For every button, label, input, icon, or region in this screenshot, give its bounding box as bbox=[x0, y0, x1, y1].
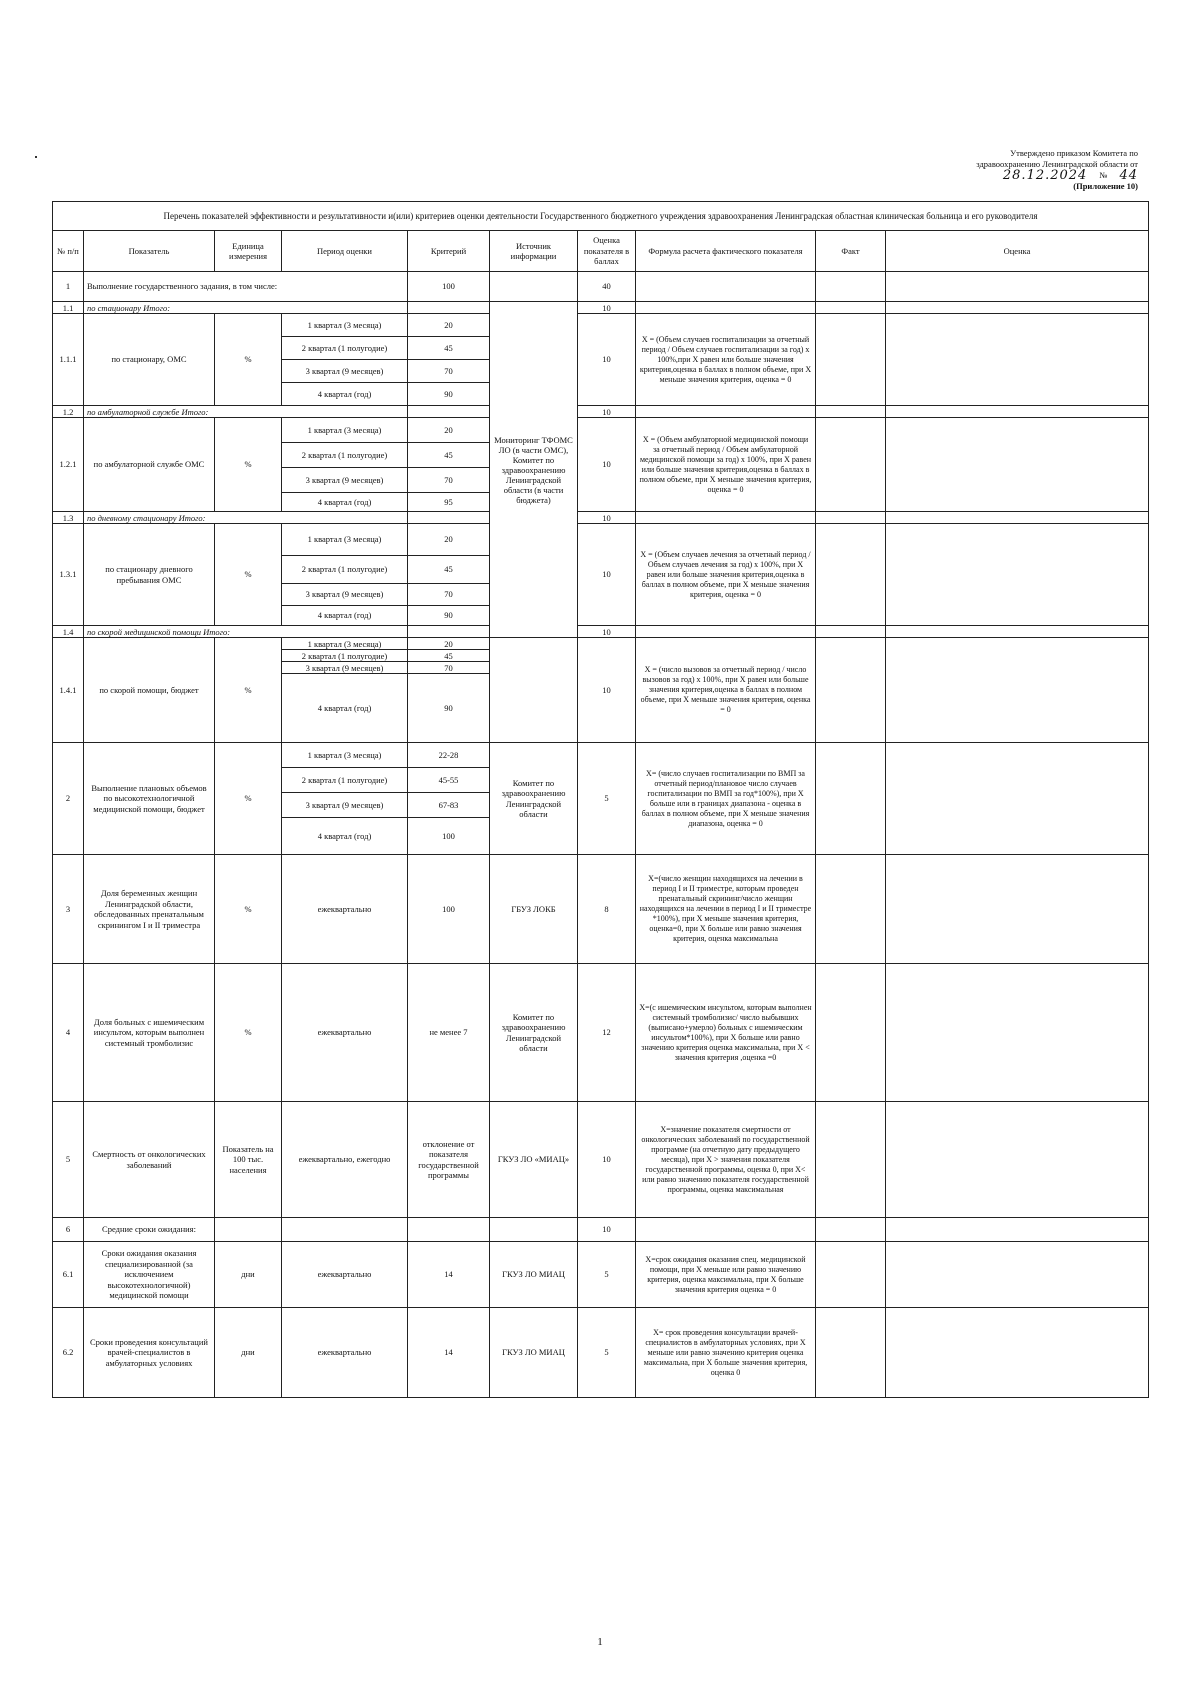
row-criterion: отклонение от показателя государственной программы bbox=[408, 1102, 490, 1218]
row-criterion: 100 bbox=[408, 272, 490, 302]
row-source: ГКУЗ ЛО МИАЦ bbox=[490, 1242, 578, 1308]
row-num: 1.4 bbox=[53, 626, 84, 638]
row-period: 1 квартал (3 месяца) bbox=[282, 418, 408, 443]
row-fact bbox=[816, 638, 886, 743]
row-source: ГКУЗ ЛО МИАЦ bbox=[490, 1308, 578, 1398]
header-period: Период оценки bbox=[282, 231, 408, 272]
row-period: ежеквартально, ежегодно bbox=[282, 1102, 408, 1218]
row-score: 8 bbox=[578, 855, 636, 964]
row-period: 2 квартал (1 полугодие) bbox=[282, 337, 408, 360]
row-criterion: 100 bbox=[408, 818, 490, 855]
header-score: Оценка показателя в баллах bbox=[578, 231, 636, 272]
row-criterion: 90 bbox=[408, 383, 490, 406]
approval-signature-row bbox=[953, 170, 1138, 181]
row-formula: X= (число случаев госпитализации по ВМП за отчетный период/плановое число случаев госпитализации по ВМП за год*100%), при X больше или в границах диапазона - оценка в баллах в полном объеме, при X меньше значения диапазона, оценка = 0 bbox=[636, 743, 816, 855]
row-num: 1 bbox=[53, 272, 84, 302]
row-period: 2 квартал (1 полугодие) bbox=[282, 443, 408, 468]
row-unit: % bbox=[215, 638, 282, 743]
row-criterion: 20 bbox=[408, 524, 490, 556]
row-indicator: по стационару дневного пребывания ОМС bbox=[84, 524, 215, 626]
row-formula: X = (Объем случаев госпитализации за отчетный период / Объем случаев госпитализации за год) х 100%,при X равен или больше значения критерия,оценка в баллах в полном объеме, при X меньше значения критерия, оценка = 0 bbox=[636, 314, 816, 406]
empty-cell bbox=[816, 406, 886, 418]
row-period: 1 квартал (3 месяца) bbox=[282, 638, 408, 650]
row-formula: X= срок проведения консультации врачей-специалистов в амбулаторных условиях, при X меньше или равно значению критерия оценка максимальна, при X больше значения критерия, оценка 0 bbox=[636, 1308, 816, 1398]
row-fact bbox=[816, 418, 886, 512]
handwritten-number: 44 bbox=[1119, 168, 1138, 183]
row-criterion: 70 bbox=[408, 584, 490, 606]
header-indicator: Показатель bbox=[84, 231, 215, 272]
row-period: 2 квартал (1 полугодие) bbox=[282, 650, 408, 662]
row-assessment bbox=[886, 418, 1149, 512]
header-fact: Факт bbox=[816, 231, 886, 272]
table-row bbox=[53, 418, 1149, 443]
empty-cell bbox=[816, 1218, 886, 1242]
empty-cell bbox=[215, 1218, 282, 1242]
row-unit: % bbox=[215, 524, 282, 626]
row-num: 1.2 bbox=[53, 406, 84, 418]
row-score: 40 bbox=[578, 272, 636, 302]
row-fact bbox=[816, 1102, 886, 1218]
row-num: 1.3.1 bbox=[53, 524, 84, 626]
row-score: 12 bbox=[578, 964, 636, 1102]
row-period: 4 квартал (год) bbox=[282, 606, 408, 626]
row-score: 10 bbox=[578, 406, 636, 418]
row-fact bbox=[816, 743, 886, 855]
empty-cell bbox=[636, 302, 816, 314]
row-indicator: Выполнение государственного задания, в том числе: bbox=[84, 272, 408, 302]
approval-from: от bbox=[1130, 159, 1138, 169]
row-unit: дни bbox=[215, 1308, 282, 1398]
empty-cell bbox=[636, 1218, 816, 1242]
table-row bbox=[53, 743, 1149, 768]
row-num: 6.2 bbox=[53, 1308, 84, 1398]
empty-cell bbox=[816, 626, 886, 638]
row-period: 4 квартал (год) bbox=[282, 383, 408, 406]
header-source: Источник информации bbox=[490, 231, 578, 272]
row-score: 10 bbox=[578, 418, 636, 512]
header-unit: Единица измерения bbox=[215, 231, 282, 272]
indicators-table bbox=[52, 201, 1149, 1398]
empty-cell bbox=[886, 406, 1149, 418]
row-num: 1.1.1 bbox=[53, 314, 84, 406]
empty-cell bbox=[886, 626, 1149, 638]
row-indicator: по стационару, ОМС bbox=[84, 314, 215, 406]
table-row bbox=[53, 524, 1149, 556]
empty-cell bbox=[408, 406, 490, 418]
row-assessment bbox=[886, 314, 1149, 406]
empty-cell bbox=[408, 1218, 490, 1242]
table-row bbox=[53, 406, 1149, 418]
row-unit: Показатель на 100 тыс. населения bbox=[215, 1102, 282, 1218]
empty-cell bbox=[886, 1218, 1149, 1242]
empty-cell bbox=[408, 302, 490, 314]
row-criterion: не менее 7 bbox=[408, 964, 490, 1102]
approval-line-1: Утверждено приказом Комитета по bbox=[1010, 148, 1138, 158]
handwritten-date: 28.12.2024 bbox=[1002, 168, 1088, 183]
row-unit: % bbox=[215, 964, 282, 1102]
row-score: 5 bbox=[578, 1308, 636, 1398]
row-criterion: 45 bbox=[408, 556, 490, 584]
row-num: 1.3 bbox=[53, 512, 84, 524]
row-period: 2 квартал (1 полугодие) bbox=[282, 556, 408, 584]
row-source: Комитет по здравоохранению Ленинградской области bbox=[490, 743, 578, 855]
row-assessment bbox=[886, 1242, 1149, 1308]
row-score: 5 bbox=[578, 743, 636, 855]
header-num: № п/п bbox=[53, 231, 84, 272]
row-indicator: Выполнение плановых объемов по высокотехнологичной медицинской помощи, бюджет bbox=[84, 743, 215, 855]
row-criterion: 45-55 bbox=[408, 768, 490, 793]
row-indicator: по амбулаторной службе ОМС bbox=[84, 418, 215, 512]
row-formula: X = (Объем случаев лечения за отчетный период / Объем случаев лечения за год) х 100%, при X равен или больше значения критерия,оценка в баллах в полном объеме, при X меньше значения критерия, оценка = 0 bbox=[636, 524, 816, 626]
row-period: 3 квартал (9 месяцев) bbox=[282, 360, 408, 383]
row-indicator: по скорой помощи, бюджет bbox=[84, 638, 215, 743]
row-period: 2 квартал (1 полугодие) bbox=[282, 768, 408, 793]
row-criterion: 20 bbox=[408, 638, 490, 650]
row-score: 10 bbox=[578, 1218, 636, 1242]
table-row bbox=[53, 272, 1149, 302]
row-assessment bbox=[886, 1102, 1149, 1218]
row-formula: X = (число вызовов за отчетный период / число вызовов за год) х 100%, при X равен или больше значения критерия,оценка в баллах в полном объеме, при X меньше значения критерия, оценка = 0 bbox=[636, 638, 816, 743]
empty-cell bbox=[490, 1218, 578, 1242]
row-formula: X=значение показателя смертности от онкологических заболеваний по государственной программе (на отчетную дату предыдущего месяца), при X > значения показателя государственной программы, оценка 0, при X< или равно значению показателя государственной программы, оценка максимальная bbox=[636, 1102, 816, 1218]
row-assessment bbox=[886, 1308, 1149, 1398]
row-score: 10 bbox=[578, 314, 636, 406]
header-row bbox=[53, 231, 1149, 272]
row-formula: X=срок ожидания оказания спец. медицинской помощи, при X меньше или равно значению критерия, оценка максимальна, при X больше значения критерия оценка = 0 bbox=[636, 1242, 816, 1308]
row-unit: % bbox=[215, 418, 282, 512]
row-fact bbox=[816, 314, 886, 406]
row-indicator: Доля больных с ишемическим инсультом, которым выполнен системный тромболизис bbox=[84, 964, 215, 1102]
row-criterion: 70 bbox=[408, 360, 490, 383]
header-assessment: Оценка bbox=[886, 231, 1149, 272]
row-indicator: Сроки проведения консультаций врачей-специалистов в амбулаторных условиях bbox=[84, 1308, 215, 1398]
empty-cell bbox=[816, 302, 886, 314]
table-row bbox=[53, 1242, 1149, 1308]
row-period: ежеквартально bbox=[282, 1308, 408, 1398]
table-row bbox=[53, 855, 1149, 964]
empty-cell bbox=[816, 512, 886, 524]
row-indicator: по стационару Итого: bbox=[84, 302, 408, 314]
row-criterion: 100 bbox=[408, 855, 490, 964]
row-source: Мониторинг ТФОМС ЛО (в части ОМС), Комитет по здравоохранению Ленинградской области (в части бюджета) bbox=[490, 302, 578, 638]
table-row bbox=[53, 512, 1149, 524]
row-period: 1 квартал (3 месяца) bbox=[282, 314, 408, 337]
row-source: ГБУЗ ЛОКБ bbox=[490, 855, 578, 964]
table-row bbox=[53, 1102, 1149, 1218]
row-score: 10 bbox=[578, 1102, 636, 1218]
row-criterion: 20 bbox=[408, 418, 490, 443]
row-criterion: 70 bbox=[408, 468, 490, 493]
row-assessment bbox=[886, 855, 1149, 964]
row-criterion: 14 bbox=[408, 1242, 490, 1308]
row-num: 1.2.1 bbox=[53, 418, 84, 512]
table-row bbox=[53, 302, 1149, 314]
table-row bbox=[53, 314, 1149, 337]
row-criterion: 70 bbox=[408, 662, 490, 674]
row-num: 6 bbox=[53, 1218, 84, 1242]
row-criterion: 22-28 bbox=[408, 743, 490, 768]
row-formula: X=(с ишемическим инсультом, которым выполнен системный тромболизис/ число выбывших (выписано+умерло) больных с ишемическим инсультом*100%), при X больше или равно значению критерия оценка максимальна, при X < значения критерия ,оценка =0 bbox=[636, 964, 816, 1102]
row-period: 3 квартал (9 месяцев) bbox=[282, 468, 408, 493]
row-period: 3 квартал (9 месяцев) bbox=[282, 793, 408, 818]
row-criterion: 45 bbox=[408, 443, 490, 468]
row-criterion: 20 bbox=[408, 314, 490, 337]
row-period: 4 квартал (год) bbox=[282, 493, 408, 512]
number-label: № bbox=[1099, 170, 1108, 180]
row-period: ежеквартально bbox=[282, 1242, 408, 1308]
row-indicator: Сроки ожидания оказания специализированной (за исключением высокотехнологичной) медицинской помощи bbox=[84, 1242, 215, 1308]
row-fact bbox=[816, 1242, 886, 1308]
row-score: 5 bbox=[578, 1242, 636, 1308]
row-score: 10 bbox=[578, 512, 636, 524]
appendix-label: (Приложение 10) bbox=[1073, 181, 1138, 191]
scan-speck bbox=[35, 156, 37, 158]
row-num: 2 bbox=[53, 743, 84, 855]
empty-cell bbox=[636, 272, 816, 302]
row-assessment bbox=[886, 524, 1149, 626]
approval-committee: здравоохранению Ленинградской области bbox=[976, 159, 1129, 169]
row-period: ежеквартально bbox=[282, 855, 408, 964]
row-score: 10 bbox=[578, 524, 636, 626]
empty-cell bbox=[636, 406, 816, 418]
table-row bbox=[53, 626, 1149, 638]
row-indicator: по амбулаторной службе Итого: bbox=[84, 406, 408, 418]
row-assessment bbox=[886, 964, 1149, 1102]
row-score: 10 bbox=[578, 626, 636, 638]
empty-cell bbox=[636, 512, 816, 524]
header-criterion: Критерий bbox=[408, 231, 490, 272]
row-source: ГКУЗ ЛО «МИАЦ» bbox=[490, 1102, 578, 1218]
row-unit: % bbox=[215, 314, 282, 406]
row-fact bbox=[816, 964, 886, 1102]
row-unit: % bbox=[215, 743, 282, 855]
row-period: ежеквартально bbox=[282, 964, 408, 1102]
row-num: 1.1 bbox=[53, 302, 84, 314]
row-criterion: 14 bbox=[408, 1308, 490, 1398]
row-assessment bbox=[886, 638, 1149, 743]
row-score: 10 bbox=[578, 302, 636, 314]
row-indicator: по дневному стационару Итого: bbox=[84, 512, 408, 524]
row-score: 10 bbox=[578, 638, 636, 743]
row-source bbox=[490, 272, 578, 302]
empty-cell bbox=[886, 302, 1149, 314]
row-indicator: Средние сроки ожидания: bbox=[84, 1218, 215, 1242]
table-row bbox=[53, 964, 1149, 1102]
row-num: 6.1 bbox=[53, 1242, 84, 1308]
row-criterion: 90 bbox=[408, 606, 490, 626]
row-criterion: 45 bbox=[408, 337, 490, 360]
row-formula: X = (Объем амбулаторной медицинской помощи за отчетный период / Объем амбулаторной медицинской помощи за год) х 100%, при X равен или больше значения критерия,оценка в баллах в полном объеме, при X меньше значения критерия, оценка = 0 bbox=[636, 418, 816, 512]
row-period: 1 квартал (3 месяца) bbox=[282, 524, 408, 556]
empty-cell bbox=[282, 1218, 408, 1242]
row-criterion: 95 bbox=[408, 493, 490, 512]
row-source: Комитет по здравоохранению Ленинградской области bbox=[490, 964, 578, 1102]
row-criterion: 67-83 bbox=[408, 793, 490, 818]
row-period: 4 квартал (год) bbox=[282, 674, 408, 743]
row-indicator: Смертность от онкологических заболеваний bbox=[84, 1102, 215, 1218]
header-formula: Формула расчета фактического показателя bbox=[636, 231, 816, 272]
row-fact bbox=[816, 855, 886, 964]
row-period: 1 квартал (3 месяца) bbox=[282, 743, 408, 768]
row-assessment bbox=[886, 743, 1149, 855]
page-number: 1 bbox=[597, 1636, 603, 1648]
table-row bbox=[53, 1218, 1149, 1242]
row-period: 4 квартал (год) bbox=[282, 818, 408, 855]
table-row bbox=[53, 1308, 1149, 1398]
title-row bbox=[53, 202, 1149, 231]
table-title: Перечень показателей эффективности и результативности и(или) критериев оценки деятельности Государственного бюджетного учреждения здравоохранения Ленинградская областная клиническая больница и его руководителя bbox=[53, 202, 1149, 231]
row-formula: X=(число женщин находящихся на лечении в период I и II триместре, которым проведен пренатальный скрининг/число женщин находящихся на лечении в период I и II триместре *100%), при X меньше значения критерия, оценка=0, при X больше или равно значения критерия, оценка максимальна bbox=[636, 855, 816, 964]
empty-cell bbox=[816, 272, 886, 302]
row-source bbox=[490, 638, 578, 743]
row-unit: % bbox=[215, 855, 282, 964]
empty-cell bbox=[408, 626, 490, 638]
row-period: 3 квартал (9 месяцев) bbox=[282, 584, 408, 606]
row-num: 4 bbox=[53, 964, 84, 1102]
empty-cell bbox=[408, 512, 490, 524]
row-period: 3 квартал (9 месяцев) bbox=[282, 662, 408, 674]
empty-cell bbox=[886, 272, 1149, 302]
empty-cell bbox=[636, 626, 816, 638]
row-num: 3 bbox=[53, 855, 84, 964]
row-indicator: по скорой медицинской помощи Итого: bbox=[84, 626, 408, 638]
row-num: 5 bbox=[53, 1102, 84, 1218]
row-num: 1.4.1 bbox=[53, 638, 84, 743]
row-fact bbox=[816, 524, 886, 626]
approval-stamp bbox=[953, 148, 1138, 192]
row-unit: дни bbox=[215, 1242, 282, 1308]
row-indicator: Доля беременных женщин Ленинградской области, обследованных пренатальным скринингом I и II триместра bbox=[84, 855, 215, 964]
empty-cell bbox=[886, 512, 1149, 524]
row-fact bbox=[816, 1308, 886, 1398]
table-row bbox=[53, 638, 1149, 650]
row-criterion: 45 bbox=[408, 650, 490, 662]
row-criterion: 90 bbox=[408, 674, 490, 743]
